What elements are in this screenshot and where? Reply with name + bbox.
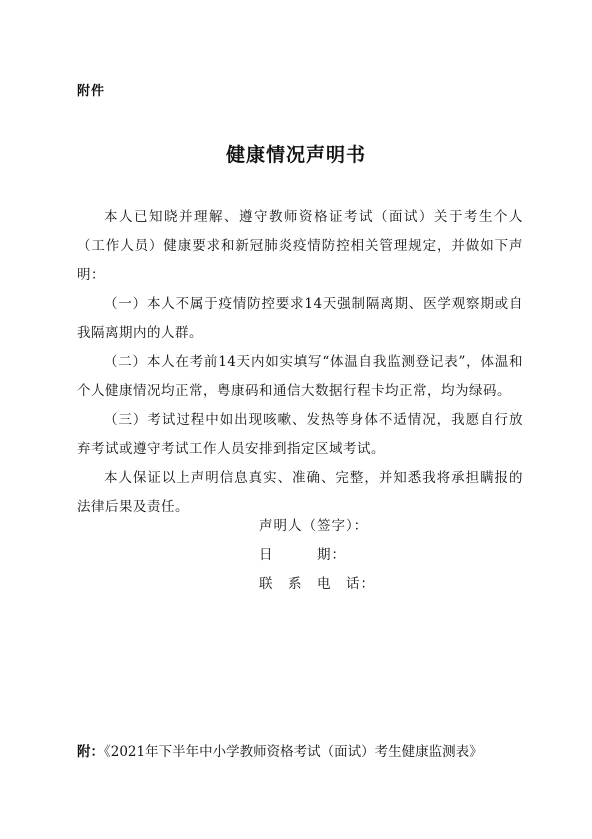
intro-paragraph: 本人已知晓并理解、遵守教师资格证考试（面试）关于考生个人（工作人员）健康要求和新冠肺炎疫情防控相关管理规定，并做如下声明： xyxy=(77,209,523,283)
clause-three: （三）考试过程中如出现咳嗽、发热等身体不适情况，我愿自行放弃考试或遵守考试工作人员安排到指定区域考试。 xyxy=(77,412,523,457)
footer-text: 《2021年下半年中小学教师资格考试（面试）考生健康监测表》 xyxy=(104,744,483,760)
date-line: 日 期： xyxy=(259,547,346,563)
declaration-body xyxy=(77,203,523,522)
document-title: 健康情况声明书 xyxy=(225,144,366,166)
clause-one: （一）本人不属于疫情防控要求14天强制隔离期、医学观察期或自我隔离期内的人群。 xyxy=(77,296,523,341)
attachment-label: 附件 xyxy=(77,84,106,99)
phone-line: 联 系 电 话： xyxy=(259,576,375,592)
clause-two: （二）本人在考前14天内如实填写“体温自我监测登记表”，体温和个人健康情况均正常，粤康码和通信大数据行程卡均正常，均为绿码。 xyxy=(77,354,523,399)
footer-label: 附： xyxy=(77,744,104,760)
declarant-signature-line: 声明人（签字）： xyxy=(259,518,369,534)
footer-attachment-note xyxy=(77,740,537,760)
guarantee-paragraph: 本人保证以上声明信息真实、准确、完整，并知悉我将承担瞒报的法律后果及责任。 xyxy=(77,470,523,515)
